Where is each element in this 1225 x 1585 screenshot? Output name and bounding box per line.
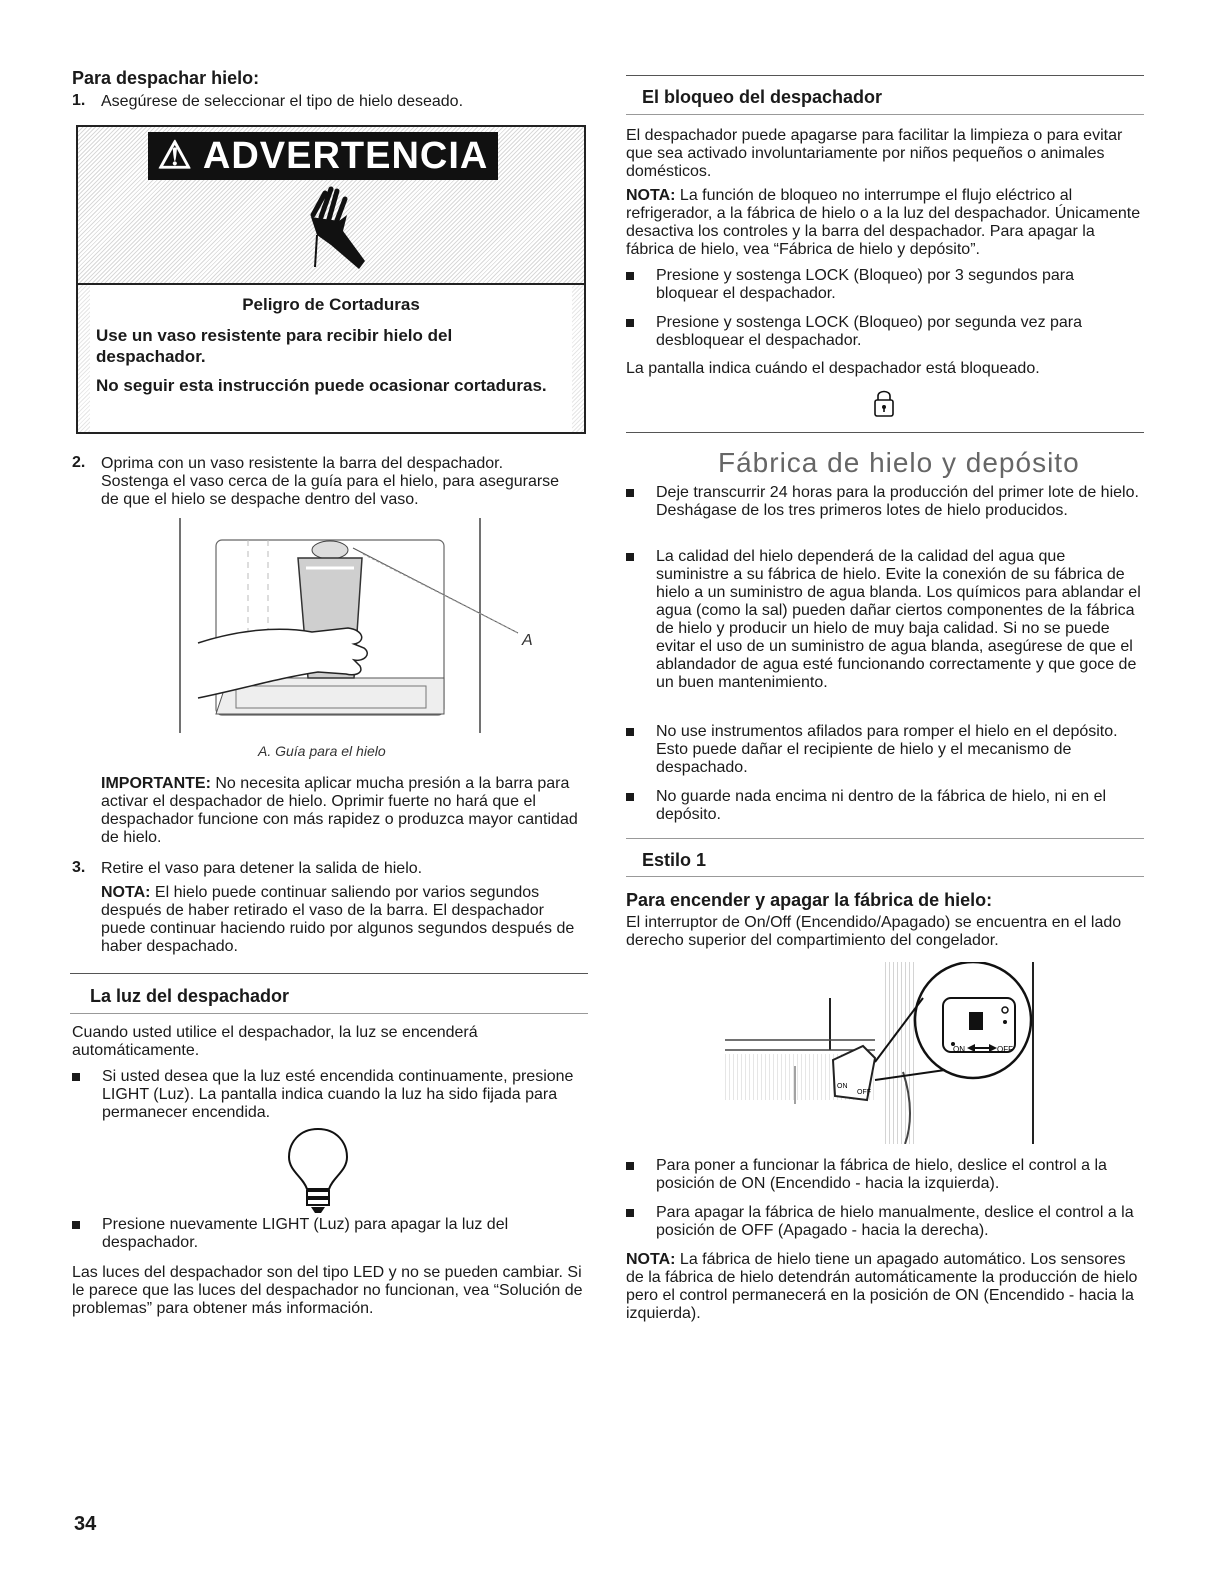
- page-number: 34: [74, 1513, 97, 1535]
- warning-title: ⚠ ADVERTENCIA: [148, 132, 498, 180]
- bloqueo-outro: La pantalla indica cuándo el despachador está bloqueado.: [626, 360, 1040, 377]
- para-despachar-heading: Para despachar hielo:: [72, 68, 260, 88]
- bloqueo-bullet-2: Presione y sostenga LOCK (Bloqueo) por segunda vez para desbloquear el despachador.: [626, 314, 1131, 350]
- switch-off-label: OFF: [997, 1045, 1013, 1054]
- figure-caption: A. Guía para el hielo: [258, 743, 386, 759]
- estilo-heading: Estilo 1: [642, 850, 707, 870]
- encender-bullet-2: Para apagar la fábrica de hielo manualmente, deslice el control a la posición de OFF (Apagado - hacia la derecha).: [626, 1204, 1141, 1240]
- encender-intro: El interruptor de On/Off (Encendido/Apagado) se encuentra en el lado derecho superior del compartimiento del congelador.: [626, 914, 1122, 949]
- step3-text: Retire el vaso para detener la salida de hielo.: [101, 860, 423, 877]
- bloqueo-nota-label: NOTA:: [626, 187, 676, 204]
- warning-line2: No seguir esta instrucción puede ocasionar cortaduras.: [96, 376, 547, 395]
- fabrica-rule: [626, 432, 1144, 433]
- encender-heading: Para encender y apagar la fábrica de hielo:: [626, 890, 993, 910]
- bloqueo-rule-top: [626, 75, 1144, 76]
- step2-number: 2.: [72, 454, 86, 471]
- figure-label-a: A: [522, 632, 533, 649]
- warning-header-band: [78, 127, 584, 285]
- fabrica-bullet-1: Deje transcurrir 24 horas para la producción del primer lote de hielo. Deshágase de los tres primeros lotes de hielo producidos.: [626, 484, 1141, 520]
- nota-label: NOTA:: [101, 884, 151, 901]
- bloqueo-heading: El bloqueo del despachador: [642, 87, 883, 107]
- small-switch-on-label: ON: [837, 1083, 848, 1090]
- icemaker-switch-illustration: [725, 962, 1043, 1144]
- fabrica-bullet-2: La calidad del hielo dependerá de la calidad del agua que suministre a su fábrica de hielo. Evite la conexión de su fábrica de hielo a un suministro de agua blanda. Los químicos para ablandar el agua (como la sal) pueden dañar ciertos componentes de la fábrica de hielo y producir un hielo de muy baja calidad. Si no se puede evitar el uso de un suministro de agua blanda, asegúrese de que el ablandador de agua esté funcionando correctamente y que goce de un buen mantenimiento.: [626, 548, 1141, 692]
- lock-icon: [873, 388, 895, 418]
- nota-text: El hielo puede continuar saliendo por varios segundos después de haber retirado el vaso de la barra. El despachador puede continuar haciendo ruido por algunos segundos después de haber despachado.: [101, 884, 575, 955]
- estilo-rule-top: [626, 838, 1144, 839]
- encender-nota-text: La fábrica de hielo tiene un apagado automático. Los sensores de la fábrica de hielo detendrán automáticamente la producción de hielo pero el control permanecerá en la posición de ON (Encendido - hacia la izquierda).: [626, 1251, 1138, 1322]
- luz-rule-bottom: [70, 1013, 588, 1014]
- luz-intro: Cuando usted utilice el despachador, la luz se encenderá automáticamente.: [72, 1024, 478, 1059]
- bloqueo-rule-bottom: [626, 114, 1144, 115]
- fabrica-heading: Fábrica de hielo y depósito: [718, 447, 1080, 478]
- step1-number: 1.: [72, 92, 86, 109]
- warning-subtitle: Peligro de Cortaduras: [242, 295, 420, 314]
- luz-outro: Las luces del despachador son del tipo LED y no se pueden cambiar. Si le parece que las luces del despachador no funcionan, vea “Solución de problemas” para obtener más información.: [72, 1264, 583, 1317]
- luz-heading: La luz del despachador: [90, 986, 290, 1006]
- luz-rule-top: [70, 973, 588, 974]
- warning-line1: Use un vaso resistente para recibir hielo del despachador.: [96, 326, 453, 366]
- fabrica-bullet-4: No guarde nada encima ni dentro de la fábrica de hielo, ni en el depósito.: [626, 788, 1141, 824]
- step1-text: Asegúrese de seleccionar el tipo de hielo deseado.: [101, 93, 464, 110]
- nota-paragraph: [101, 884, 589, 956]
- dispenser-glass-illustration: [178, 518, 538, 733]
- luz-bullet-1: Si usted desea que la luz esté encendida continuamente, presione LIGHT (Luz). La pantalla indica cuando la luz ha sido fijada para permanecer encendida.: [72, 1068, 584, 1122]
- importante-label: IMPORTANTE:: [101, 775, 211, 792]
- luz-bullet-2: Presione nuevamente LIGHT (Luz) para apagar la luz del despachador.: [72, 1216, 584, 1252]
- encender-nota-label: NOTA:: [626, 1251, 676, 1268]
- step3-number: 3.: [72, 859, 86, 876]
- bloqueo-nota-text: La función de bloqueo no interrumpe el flujo eléctrico al refrigerador, a la fábrica de hielo o a la luz del despachador. Únicamente desactiva los controles y la barra del despachador. Para apagar la fábrica de hielo, vea “Fábrica de hielo y depósito”.: [626, 187, 1141, 258]
- cut-hand-icon: [303, 185, 373, 273]
- bloqueo-nota-paragraph: [626, 187, 1141, 259]
- warning-box: [76, 125, 586, 434]
- importante-text: No necesita aplicar mucha presión a la barra para activar el despachador de hielo. Oprimir fuerte no hará que el despachador funcione con más rapidez o produzca mayor cantidad de hielo.: [101, 775, 578, 846]
- switch-on-label: ON: [953, 1045, 965, 1054]
- importante-paragraph: [101, 775, 585, 847]
- encender-nota-paragraph: [626, 1251, 1144, 1323]
- light-bulb-icon: [285, 1125, 351, 1215]
- estilo-rule-bottom: [626, 876, 1144, 877]
- encender-bullet-1: Para poner a funcionar la fábrica de hielo, deslice el control a la posición de ON (Encendido - hacia la izquierda).: [626, 1157, 1141, 1193]
- warning-body: [78, 285, 584, 432]
- bloqueo-bullet-1: Presione y sostenga LOCK (Bloqueo) por 3 segundos para bloquear el despachador.: [626, 267, 1131, 303]
- step2-text: Oprima con un vaso resistente la barra del despachador. Sostenga el vaso cerca de la guía para el hielo, para asegurarse de que el hielo se despache dentro del vaso.: [101, 455, 560, 508]
- bloqueo-intro: El despachador puede apagarse para facilitar la limpieza o para evitar que sea activado involuntariamente por niños pequeños o animales domésticos.: [626, 127, 1123, 180]
- small-switch-off-label: OFF: [857, 1089, 871, 1096]
- fabrica-bullet-3: No use instrumentos afilados para romper el hielo en el depósito. Esto puede dañar el recipiente de hielo y el mecanismo de despachado.: [626, 723, 1141, 777]
